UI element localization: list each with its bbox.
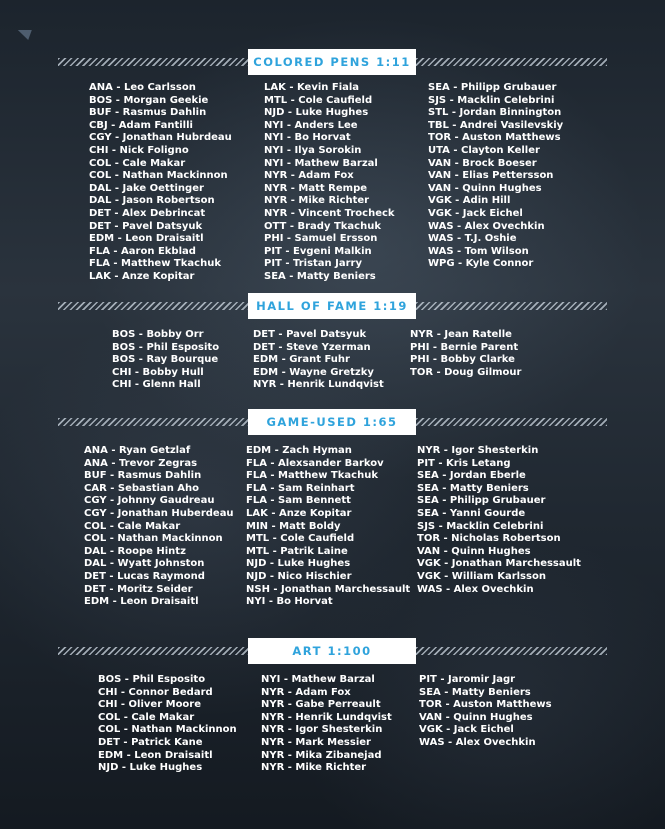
list-item: WAS - Alex Ovechkin (419, 736, 536, 748)
list-item: DAL - Roope Hintz (84, 545, 186, 557)
list-item: DAL - Jason Robertson (89, 195, 215, 207)
list-item: CHI - Connor Bedard (98, 686, 213, 698)
banner-stripes-left (58, 647, 248, 655)
list-item: COL - Nathan Mackinnon (84, 533, 223, 545)
list-item: CHI - Nick Foligno (89, 144, 189, 156)
list-item: CHI - Bobby Hull (112, 366, 204, 378)
list-item: OTT - Brady Tkachuk (264, 220, 381, 232)
list-item: PHI - Bernie Parent (410, 341, 519, 353)
list-item: CHI - Oliver Moore (98, 699, 202, 711)
list-item: NYI - Bo Horvat (264, 132, 351, 144)
list-item: CHI - Glenn Hall (112, 379, 201, 391)
list-item: VGK - Jack Eichel (428, 207, 523, 219)
list-item: NYR - Adam Fox (264, 170, 354, 182)
list-item: PHI - Bobby Clarke (410, 354, 515, 366)
list-item: DAL - Jake Oettinger (89, 182, 204, 194)
list-item: FLA - Matthew Tkachuk (246, 470, 378, 482)
column-1 (112, 329, 219, 392)
section-columns (0, 674, 665, 779)
list-item: NYI - Mathew Barzal (261, 674, 375, 685)
list-item: PHI - Samuel Ersson (264, 233, 378, 245)
list-item: PIT - Jaromir Jagr (419, 674, 516, 685)
list-item: EDM - Leon Draisaitl (89, 233, 204, 245)
section-banner (0, 49, 665, 75)
list-item: NYR - Henrik Lundqvist (253, 379, 384, 391)
list-item: NYR - Igor Shesterkin (261, 724, 383, 736)
section-columns (0, 82, 665, 287)
list-item: SJS - Macklin Celebrini (428, 94, 555, 106)
list-item: VAN - Quinn Hughes (428, 182, 542, 194)
list-item: VAN - Quinn Hughes (419, 711, 533, 723)
list-item: BOS - Ray Bourque (112, 354, 219, 366)
list-item: CGY - Jonathan Huberdeau (84, 507, 234, 519)
list-item: BOS - Bobby Orr (112, 329, 204, 340)
list-item: DAL - Wyatt Johnston (84, 558, 205, 570)
list-item: VAN - Elias Pettersson (428, 170, 554, 182)
banner-stripes-left (58, 58, 248, 66)
section-title: ART 1:100 (248, 638, 416, 664)
list-item: NYR - Matt Rempe (264, 182, 368, 194)
list-item: TOR - Auston Matthews (419, 699, 552, 711)
list-item: NYI - Ilya Sorokin (264, 144, 362, 156)
corner-logo-mark (14, 30, 32, 40)
list-item: SEA - Matty Beniers (419, 686, 531, 698)
list-item: EDM - Grant Fuhr (253, 354, 350, 366)
list-item: WAS - Alex Ovechkin (428, 220, 545, 232)
list-item: PIT - Evgeni Malkin (264, 245, 372, 257)
list-item: TOR - Doug Gilmour (410, 366, 522, 378)
list-item: FLA - Alexsander Barkov (246, 457, 384, 469)
list-item: VGK - William Karlsson (417, 570, 546, 582)
list-item: PIT - Tristan Jarry (264, 258, 362, 270)
list-item: DET - Alex Debrincat (89, 207, 206, 219)
section-title: COLORED PENS 1:11 (248, 49, 416, 75)
section-banner (0, 293, 665, 319)
list-item: MIN - Matt Boldy (246, 520, 341, 532)
banner-stripes-left (58, 302, 248, 310)
list-item: COL - Cale Makar (84, 520, 181, 532)
list-item: SJS - Macklin Celebrini (417, 520, 544, 532)
column-3 (417, 445, 581, 596)
list-item: NYR - Mark Messier (261, 736, 371, 748)
section-colored-pens (0, 49, 665, 287)
list-item: NYI - Bo Horvat (246, 596, 333, 608)
list-item: COL - Cale Makar (98, 711, 195, 723)
column-3 (410, 329, 521, 379)
list-item: NYR - Mike Richter (261, 762, 367, 774)
list-item: NYR - Igor Shesterkin (417, 445, 539, 456)
list-item: WAS - Alex Ovechkin (417, 583, 534, 595)
list-item: CGY - Jonathan Hubrdeau (89, 132, 232, 144)
list-item: NYI - Mathew Barzal (264, 157, 378, 169)
section-banner (0, 638, 665, 664)
list-item: LAK - Anze Kopitar (246, 507, 352, 519)
list-item: COL - Cale Makar (89, 157, 186, 169)
list-item: VGK - Jonathan Marchessault (417, 558, 581, 570)
list-item: VAN - Brock Boeser (428, 157, 537, 169)
list-item: NJD - Luke Hughes (264, 107, 369, 119)
list-item: NYR - Mike Richter (264, 195, 370, 207)
section-columns (0, 329, 665, 395)
banner-stripes-right (416, 418, 607, 426)
list-item: FLA - Sam Bennett (246, 495, 351, 507)
section-game-used (0, 409, 665, 611)
list-item: NYI - Anders Lee (264, 119, 358, 131)
list-item: NJD - Nico Hischier (246, 570, 352, 582)
list-item: DET - Moritz Seider (84, 583, 193, 595)
list-item: BOS - Phil Esposito (112, 341, 220, 353)
list-item: SEA - Matty Beniers (417, 482, 529, 494)
section-title: HALL OF FAME 1:19 (248, 293, 416, 319)
column-1 (89, 82, 232, 284)
section-banner (0, 409, 665, 435)
list-item: PIT - Kris Letang (417, 457, 511, 469)
list-item: EDM - Wayne Gretzky (253, 366, 374, 378)
list-item: BUF - Rasmus Dahlin (84, 470, 202, 482)
list-item: NYR - Jean Ratelle (410, 329, 512, 340)
banner-stripes-right (416, 58, 607, 66)
list-item: NYR - Mika Zibanejad (261, 749, 382, 761)
list-item: MTL - Cole Caufield (264, 94, 373, 106)
list-item: NJD - Luke Hughes (246, 558, 351, 570)
list-item: CBJ - Adam Fantilli (89, 119, 193, 131)
section-title: GAME-USED 1:65 (248, 409, 416, 435)
list-item: NSH - Jonathan Marchessault (246, 583, 411, 595)
column-3 (428, 82, 563, 271)
list-item: LAK - Anze Kopitar (89, 270, 195, 282)
list-item: DET - Pavel Datsyuk (89, 220, 203, 232)
section-art (0, 638, 665, 779)
list-item: DET - Patrick Kane (98, 736, 203, 748)
column-3 (419, 674, 552, 750)
list-item: SEA - Matty Beniers (264, 270, 376, 282)
list-item: NYR - Gabe Perreault (261, 699, 381, 711)
list-item: CAR - Sebastian Aho (84, 482, 200, 494)
banner-stripes-right (416, 302, 607, 310)
list-item: DET - Lucas Raymond (84, 570, 205, 582)
list-item: COL - Nathan Mackinnon (98, 724, 237, 736)
list-item: FLA - Sam Reinhart (246, 482, 355, 494)
column-1 (84, 445, 234, 609)
column-2 (246, 445, 410, 609)
list-item: LAK - Kevin Fiala (264, 82, 360, 93)
list-item: UTA - Clayton Keller (428, 144, 540, 156)
section-hall-of-fame (0, 293, 665, 395)
list-item: VAN - Quinn Hughes (417, 545, 531, 557)
list-item: SEA - Philipp Grubauer (417, 495, 546, 507)
list-item: FLA - Matthew Tkachuk (89, 258, 221, 270)
list-item: NYR - Henrik Lundqvist (261, 711, 392, 723)
list-item: BOS - Morgan Geekie (89, 94, 209, 106)
list-item: FLA - Aaron Ekblad (89, 245, 196, 257)
list-item: VGK - Adin Hill (428, 195, 511, 207)
banner-stripes-left (58, 418, 248, 426)
list-item: SEA - Jordan Eberle (417, 470, 526, 482)
list-item: TBL - Andrei Vasilevskiy (428, 119, 564, 131)
section-columns (0, 445, 665, 611)
list-item: CGY - Johnny Gaudreau (84, 495, 215, 507)
list-item: MTL - Patrik Laine (246, 545, 348, 557)
list-item: WAS - T.J. Oshie (428, 233, 517, 245)
list-item: BUF - Rasmus Dahlin (89, 107, 207, 119)
list-item: STL - Jordan Binnington (428, 107, 562, 119)
list-item: ANA - Leo Carlsson (89, 82, 196, 93)
list-item: EDM - Zach Hyman (246, 445, 352, 456)
list-item: BOS - Phil Esposito (98, 674, 206, 685)
list-item: SEA - Yanni Gourde (417, 507, 526, 519)
column-1 (98, 674, 237, 775)
list-item: DET - Pavel Datsyuk (253, 329, 367, 340)
list-item: EDM - Leon Draisaitl (84, 596, 199, 608)
banner-stripes-right (416, 647, 607, 655)
list-item: NYR - Adam Fox (261, 686, 351, 698)
list-item: NJD - Luke Hughes (98, 762, 203, 774)
column-2 (253, 329, 384, 392)
list-item: TOR - Nicholas Robertson (417, 533, 561, 545)
list-item: DET - Steve Yzerman (253, 341, 371, 353)
list-item: WAS - Tom Wilson (428, 245, 529, 257)
list-item: WPG - Kyle Connor (428, 258, 534, 270)
list-item: NYR - Vincent Trocheck (264, 207, 395, 219)
list-item: SEA - Philipp Grubauer (428, 82, 557, 93)
list-item: VGK - Jack Eichel (419, 724, 514, 736)
list-item: TOR - Auston Matthews (428, 132, 561, 144)
column-2 (261, 674, 392, 775)
list-item: COL - Nathan Mackinnon (89, 170, 228, 182)
list-item: ANA - Trevor Zegras (84, 457, 198, 469)
column-2 (264, 82, 395, 284)
list-item: EDM - Leon Draisaitl (98, 749, 213, 761)
list-item: ANA - Ryan Getzlaf (84, 445, 191, 456)
list-item: MTL - Cole Caufield (246, 533, 355, 545)
